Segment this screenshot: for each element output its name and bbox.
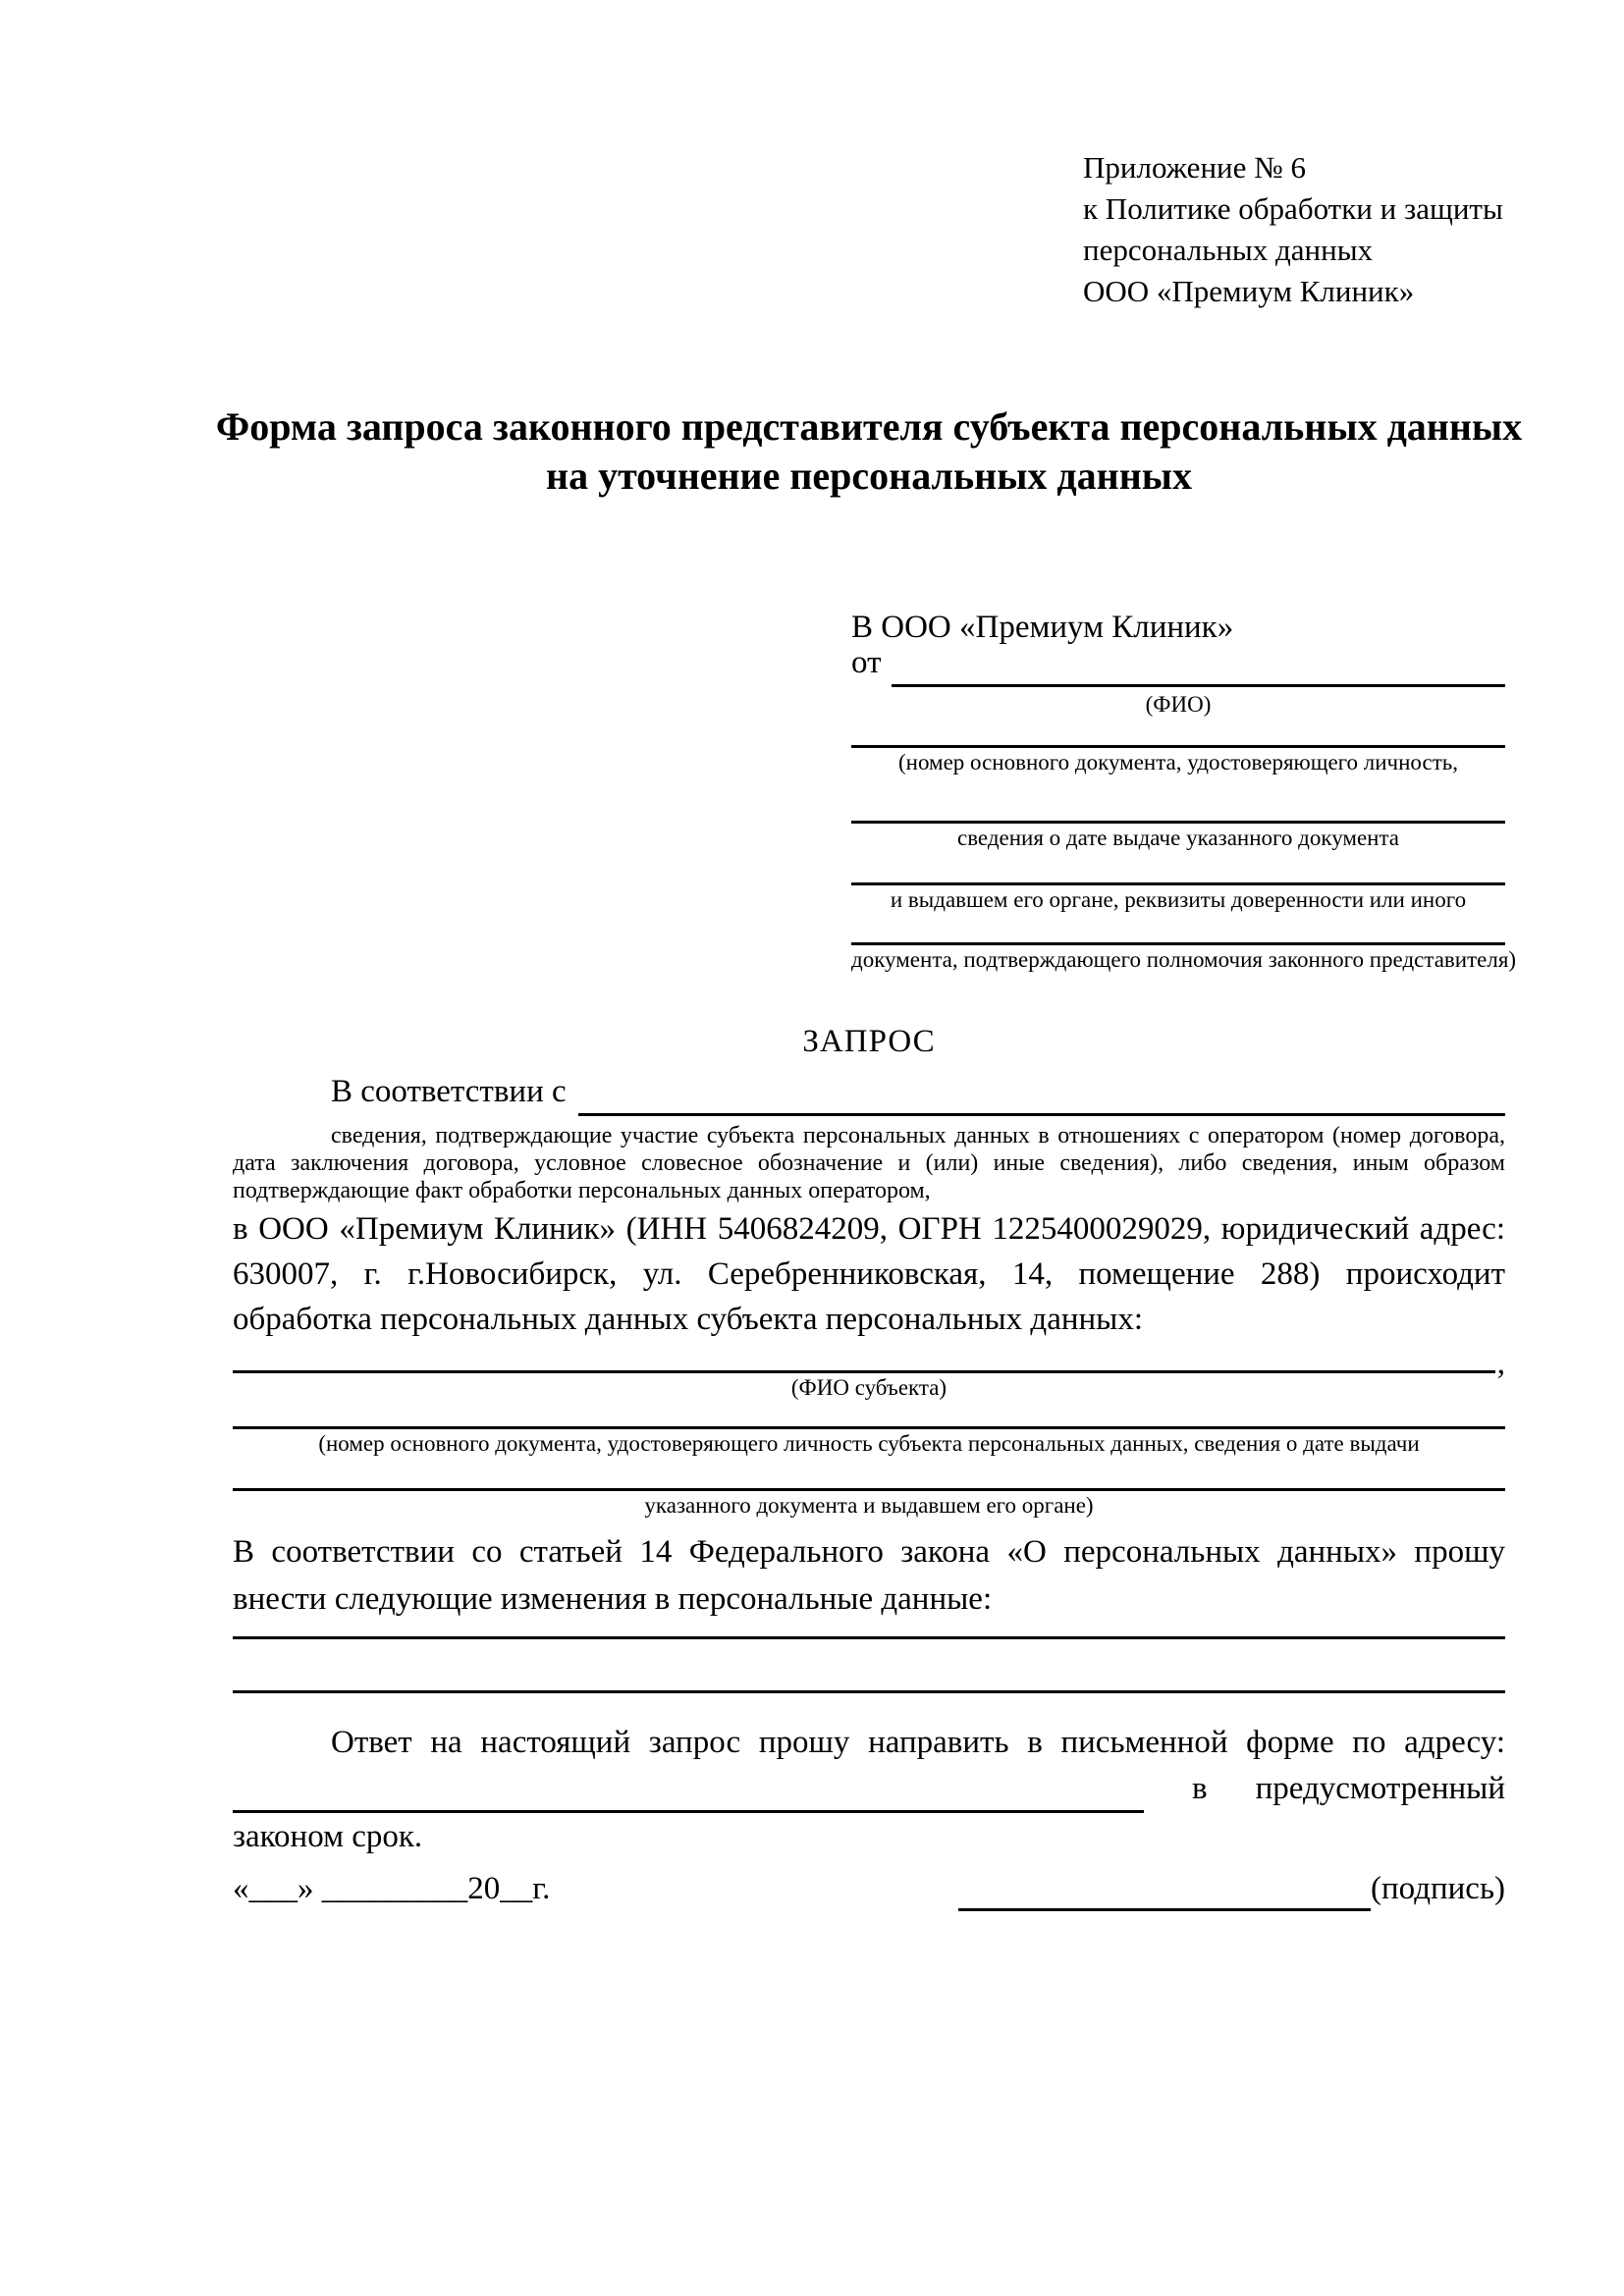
issuing-authority-caption: и выдавшем его органе, реквизиты доверенности или иного xyxy=(890,887,1467,912)
issue-date-caption: сведения о дате выдаче указанного документа xyxy=(956,826,1400,850)
subject-doc-caption-1: (номер основного документа, удостоверяющего личность субъекта персональных данных, сведения о дате выдачи xyxy=(318,1431,1420,1456)
subject-doc-blank-line-1 xyxy=(233,1426,1505,1429)
trailing-comma: , xyxy=(1496,1346,1505,1381)
header-note xyxy=(1083,147,1505,312)
subject-fio-row xyxy=(233,1346,1505,1381)
reply-mid-word-1: в xyxy=(1192,1771,1208,1807)
amendment-blank-line-2 xyxy=(233,1690,1505,1693)
doc-number-caption: (номер основного документа, удостоверяющего личность, xyxy=(897,750,1458,774)
intro-blank-line xyxy=(578,1080,1505,1116)
request-heading: ЗАПРОС xyxy=(802,1024,936,1059)
date-blank: «___» _________20__г. xyxy=(233,1871,551,1906)
from-label: от xyxy=(851,645,882,681)
operator-paragraph: в ООО «Премиум Клиник» (ИНН 5406824209, ОГРН 1225400029029, юридический адрес: 630007, г. г.Новосибирск, ул. Серебренниковская, 14, помещение 288) происходит обработка персональных данных субъекта персональных данных: xyxy=(233,1211,1505,1337)
intro-row xyxy=(233,1075,1505,1116)
header-note-line: Приложение № 6 xyxy=(1083,150,1306,185)
subject-fio-blank-line xyxy=(233,1337,1495,1373)
intro-footnote: сведения, подтверждающие участие субъекта персональных данных в отношениях с оператором (номер договора, дата заключения договора, условное словесное обозначение и (или) иные сведения), либо сведения, иным образом подтверждающие факт обработки персональных данных оператором, xyxy=(233,1123,1505,1203)
reply-line-3: законом срок. xyxy=(233,1819,423,1854)
addressee-from-row xyxy=(851,645,1505,687)
document-title-line: на уточнение персональных данных xyxy=(546,454,1192,498)
amendment-paragraph: В соответствии со статьей 14 Федерального закона «О персональных данных» прошу внести следующие изменения в персональные данные: xyxy=(233,1534,1505,1617)
signature-group xyxy=(958,1866,1505,1911)
reply-mid-word-2: предусмотренный xyxy=(1255,1771,1505,1807)
document-title xyxy=(164,402,1574,501)
fio-blank-line xyxy=(892,651,1506,687)
amendment-blank-line-1 xyxy=(233,1636,1505,1639)
reply-address-row xyxy=(233,1766,1505,1813)
authority-doc-caption: документа, подтверждающего полномочия законного представителя) xyxy=(851,947,1517,972)
addressee-to-line: В ООО «Премиум Клиник» xyxy=(851,610,1234,645)
header-note-line: ООО «Премиум Клиник» xyxy=(1083,274,1415,308)
fio-caption: (ФИО) xyxy=(1145,692,1212,717)
reply-address-blank-line xyxy=(233,1773,1144,1813)
reply-line-1: Ответ на настоящий запрос прошу направить в письменной форме по адресу: xyxy=(331,1725,1505,1760)
signature-blank-line xyxy=(958,1871,1371,1911)
header-note-line: к Политике обработки и защиты xyxy=(1083,191,1503,226)
subject-doc-caption-2: указанного документа и выдавшем его органе) xyxy=(644,1493,1094,1518)
header-note-line: персональных данных xyxy=(1083,233,1374,267)
subject-fio-caption: (ФИО субъекта) xyxy=(790,1375,947,1400)
signature-caption: (подпись) xyxy=(1371,1871,1505,1906)
document-title-line: Форма запроса законного представителя субъекта персональных данных xyxy=(215,404,1523,449)
addressee-block xyxy=(851,607,1517,975)
intro-label: В соответствии с xyxy=(331,1074,567,1110)
footer-row xyxy=(233,1866,1505,1911)
subject-doc-blank-line-2 xyxy=(233,1488,1505,1491)
